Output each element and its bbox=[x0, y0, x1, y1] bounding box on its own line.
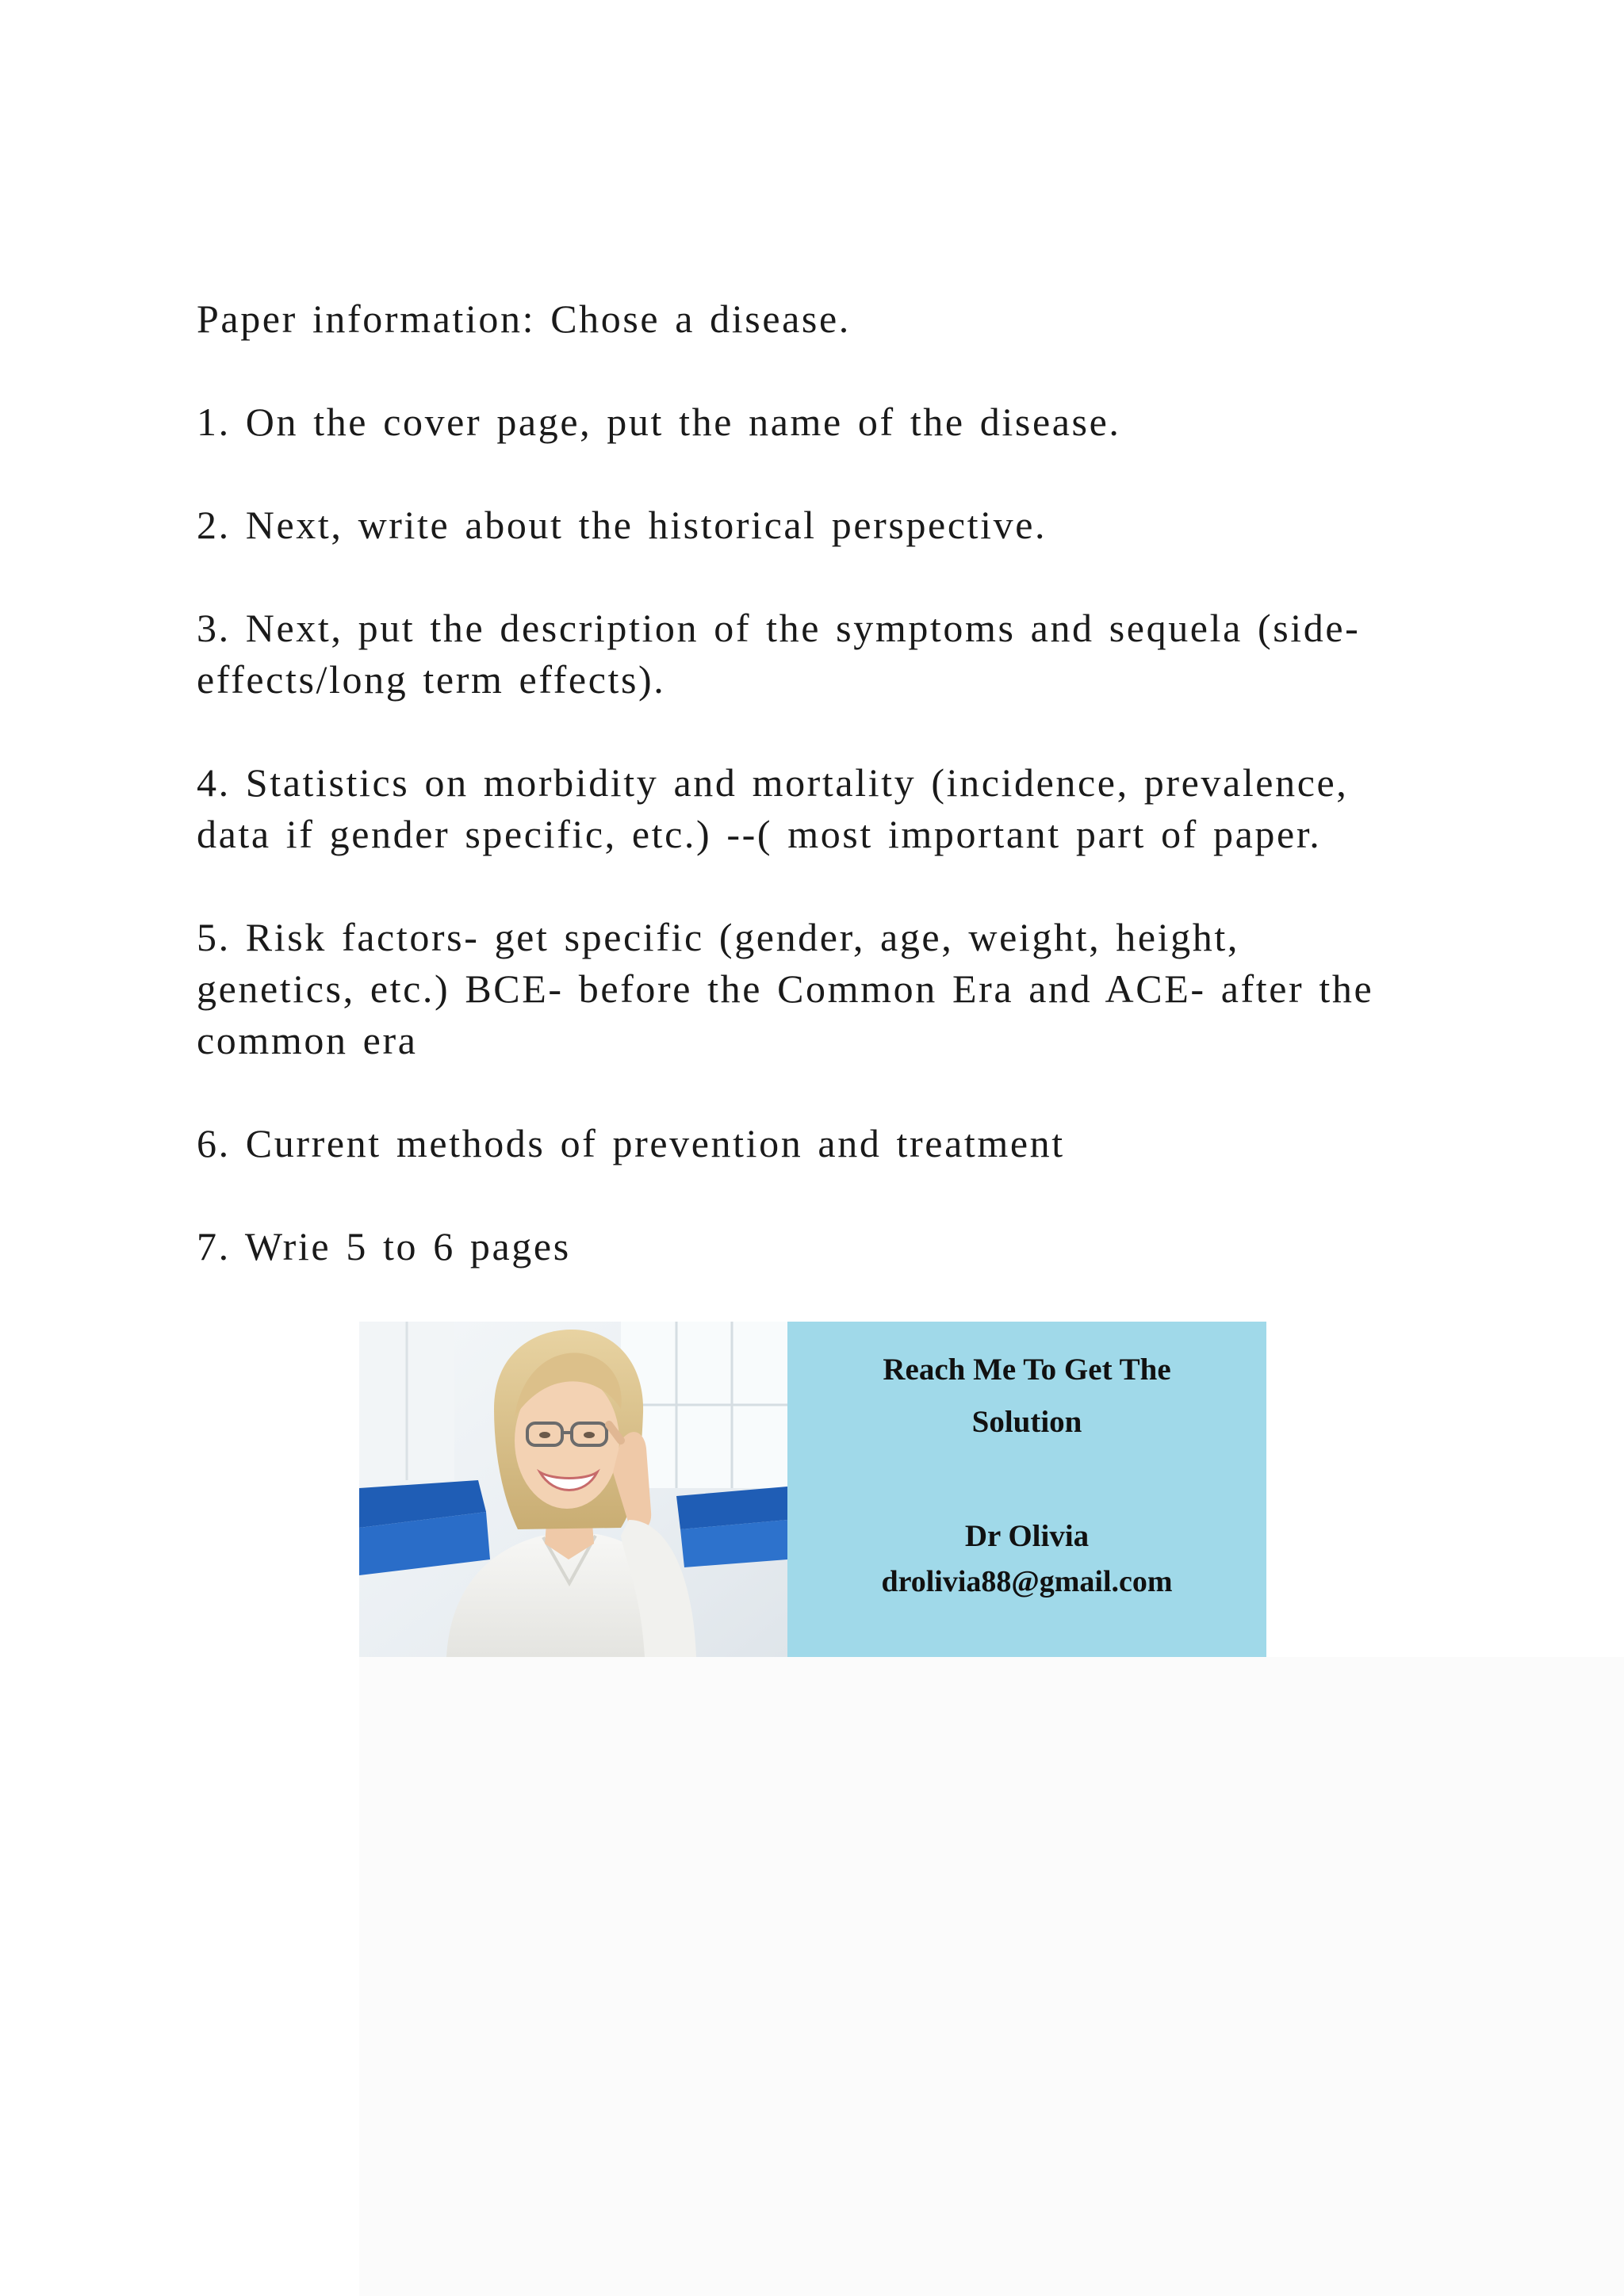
instruction-item-1: 1. On the cover page, put the name of the disease. bbox=[197, 400, 1121, 444]
contact-name: Dr Olivia bbox=[964, 1519, 1090, 1553]
instruction-item-5: 5. Risk factors- get specific (gender, age, weight, height, genetics, etc.) BCE- before the Common Era and ACE- after the common era bbox=[197, 915, 1374, 1062]
contact-info-panel bbox=[787, 1322, 1266, 1657]
instruction-item-4: 4. Statistics on morbidity and mortality (incidence, prevalence, data if gender specific, etc.) --( most important part of paper. bbox=[197, 760, 1349, 856]
contact-banner bbox=[359, 1322, 1266, 1657]
blank-page-area bbox=[359, 1657, 1624, 2296]
woman-portrait-photo bbox=[359, 1322, 787, 1657]
instruction-item-7: 7. Wrie 5 to 6 pages bbox=[197, 1224, 571, 1269]
paper-info-heading: Paper information: Chose a disease. bbox=[197, 297, 851, 341]
contact-heading-line-1: Reach Me To Get The bbox=[883, 1353, 1171, 1387]
contact-email: drolivia88@gmail.com bbox=[881, 1565, 1173, 1598]
instruction-item-2: 2. Next, write about the historical perspective. bbox=[197, 503, 1048, 547]
instruction-item-6: 6. Current methods of prevention and treatment bbox=[197, 1121, 1065, 1165]
contact-heading-line-2: Solution bbox=[971, 1405, 1082, 1439]
paper-instructions bbox=[197, 293, 1450, 1324]
instruction-item-3: 3. Next, put the description of the symptoms and sequela (side- effects/long term effects). bbox=[197, 606, 1361, 702]
contact-heading bbox=[787, 1344, 1266, 1448]
